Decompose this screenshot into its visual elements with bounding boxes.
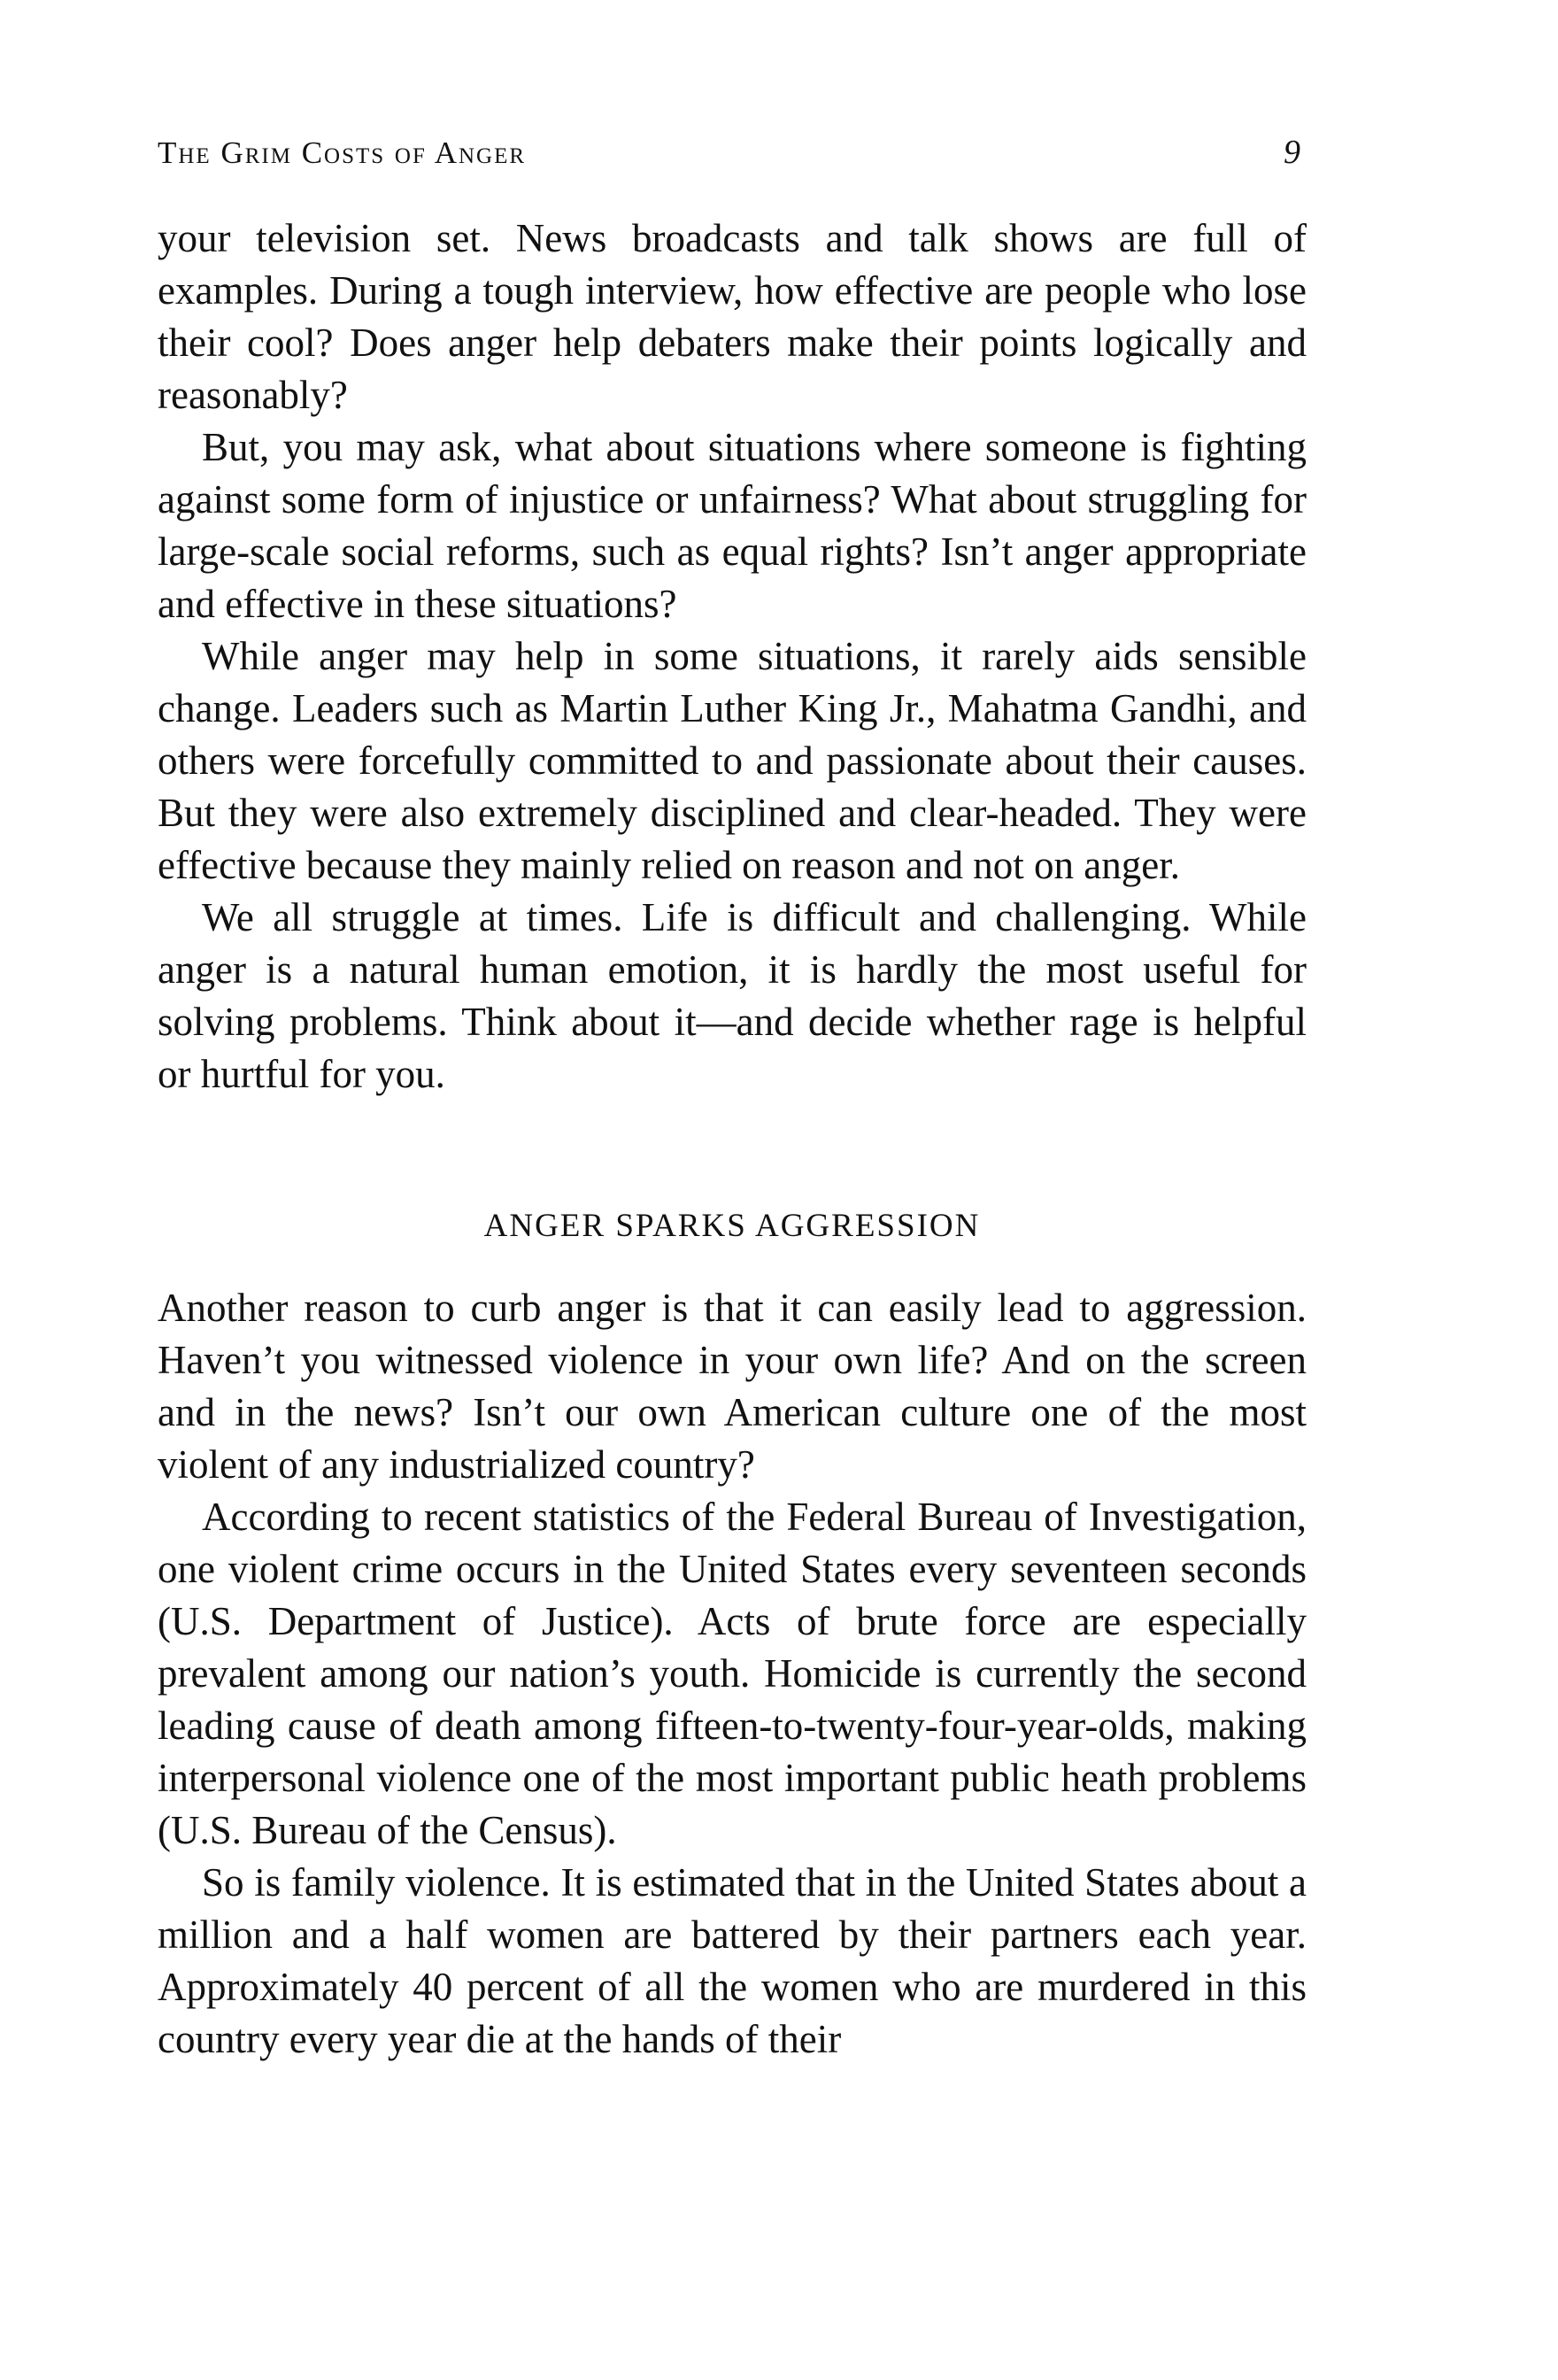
page-number: 9 [1284,134,1301,171]
paragraph: While anger may help in some situations, it rarely aids sensible change. Leaders such as Martin Luther King Jr., Mahatma Gandhi, and others were forcefully committed to and passionate about their causes. But they were also extremely disciplined and clear-headed. They were effective because they mainly relied on reason and not on anger. [158,634,1307,887]
paragraph-section-opening: Another reason to curb anger is that it can easily lead to aggression. Haven’t you witnessed violence in your own life? And on the screen and in the news? Isn’t our own American culture one of the most violent of any industrialized country? [158,1286,1307,1487]
book-page [158,133,1307,2066]
paragraph: According to recent statistics of the Federal Bureau of Investigation, one violent crime occurs in the United States every seventeen seconds (U.S. Department of Justice). Acts of brute force are especially prevalent among our nation’s youth. Homicide is currently the second leading cause of death among fifteen-to-twenty-four-year-olds, making interpersonal violence one of the most important public heath problems (U.S. Bureau of the Census). [158,1495,1307,1852]
paragraph-continued: your television set. News broadcasts and talk shows are full of examples. During a tough interview, how effective are people who lose their cool? Does anger help debaters make their points logically and reasonably? [158,216,1307,417]
running-title: The Grim Costs of Anger [158,135,527,170]
section-heading: ANGER SPARKS AGGRESSION [483,1208,981,1244]
paragraph: So is family violence. It is estimated that in the United States about a million and a half women are battered by their partners each year. Approximately 40 percent of all the women who are murdered in this country every year die at the hands of their [158,1860,1307,2061]
paragraph: We all struggle at times. Life is difficult and challenging. While anger is a natural human emotion, it is hardly the most useful for solving problems. Think about it—and decide whether rage is helpful or hurtful for you. [158,895,1307,1096]
paragraph: But, you may ask, what about situations where someone is fighting against some form of injustice or unfairness? What about struggling for large-scale social reforms, such as equal rights? Isn’t anger appropriate and effective in these situations? [158,425,1307,626]
running-head [158,133,1307,172]
